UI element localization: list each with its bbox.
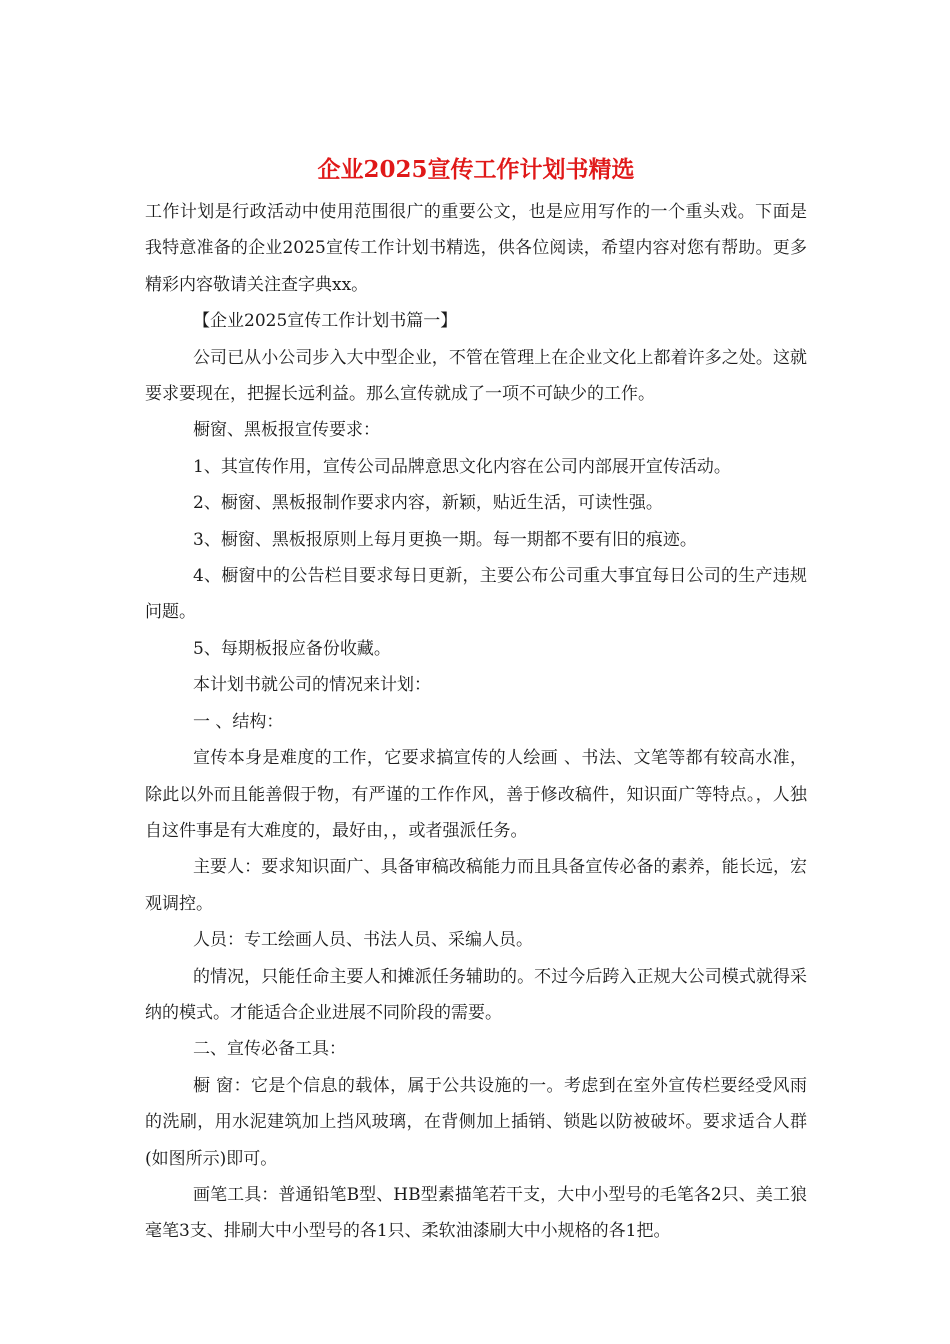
- section-heading: 二、宣传必备工具：: [193, 1039, 346, 1060]
- paragraph: 宣传本身是难度的工作，它要求搞宣传的人绘画 、书法、文笔等都有较高水准，除此以外而且能善假于物，有严谨的工作作风，善于修改稿件，知识面广等特点。，人独自这件事是有大难度的，最好由，，或者强派任务。: [145, 748, 807, 841]
- paragraph: 本计划书就公司的情况来计划：: [193, 675, 431, 696]
- paragraph: 橱窗、黑板报宣传要求：: [193, 420, 380, 441]
- document-title: 企业2025宣传工作计划书精选: [317, 156, 635, 183]
- paragraph: 公司已从小公司步入大中型企业，不管在管理上在企业文化上都着许多之处。这就要求要现在，把握长远利益。那么宣传就成了一项不可缺少的工作。: [145, 347, 807, 405]
- list-item: 1、其宣传作用，宣传公司品牌意思文化内容在公司内部展开宣传活动。: [193, 456, 731, 477]
- list-item: 2、橱窗、黑板报制作要求内容，新颖，贴近生活，可读性强。: [193, 493, 663, 514]
- list-item: 5、每期板报应备份收藏。: [193, 638, 391, 659]
- section-heading-part-one: 【企业2025宣传工作计划书篇一】: [193, 311, 458, 332]
- paragraph: 人员：专工绘画人员、书法人员、采编人员。: [193, 930, 533, 951]
- section-heading: 一 、结构：: [193, 711, 284, 732]
- intro-paragraph: 工作计划是行政活动中使用范围很广的重要公文，也是应用写作的一个重头戏。下面是我特意准备的企业2025宣传工作计划书精选，供各位阅读，希望内容对您有帮助。更多精彩内容敬请关注查字典xx。: [145, 202, 807, 295]
- list-item: 3、橱窗、黑板报原则上每月更换一期。每一期都不要有旧的痕迹。: [193, 529, 697, 550]
- paragraph: 主要人：要求知识面广、具备审稿改稿能力而且具备宣传必备的素养，能长远，宏观调控。: [145, 857, 807, 914]
- paragraph: 的情况，只能任命主要人和摊派任务辅助的。不过今后跨入正规大公司模式就得采纳的模式。才能适合企业进展不同阶段的需要。: [145, 966, 807, 1023]
- document-page: [145, 150, 807, 1250]
- list-item: 4、橱窗中的公告栏目要求每日更新，主要公布公司重大事宜每日公司的生产违规问题。: [145, 566, 807, 623]
- paragraph: 橱 窗：它是个信息的载体，属于公共设施的一。考虑到在室外宣传栏要经受风雨的洗刷，用水泥建筑加上挡风玻璃，在背侧加上插销、锁匙以防被破坏。要求适合人群(如图所示)即可。: [145, 1075, 807, 1169]
- paragraph: 画笔工具：普通铅笔B型、HB型素描笔若干支，大中小型号的毛笔各2只、美工狼毫笔3支、排刷大中小型号的各1只、柔软油漆刷大中小规格的各1把。: [145, 1184, 807, 1242]
